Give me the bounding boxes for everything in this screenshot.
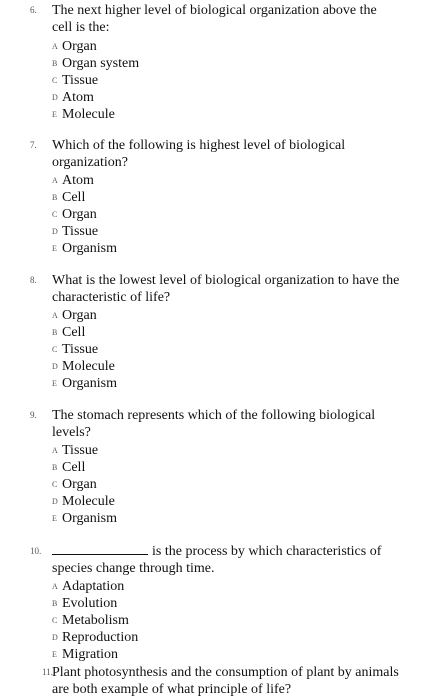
option-letter: A [52, 311, 58, 320]
option-letter: A [52, 446, 58, 455]
option-text: Molecule [62, 494, 115, 509]
option-text: Cell [62, 325, 86, 340]
option-letter: D [52, 227, 58, 236]
question-text: The stomach represents which of the following biological levels? [52, 408, 376, 440]
question-number: 9. [30, 410, 37, 420]
option-text: Atom [62, 173, 94, 188]
option-letter: A [52, 42, 58, 51]
option-letter: C [52, 616, 58, 625]
option-c [52, 72, 400, 89]
option-c [52, 206, 400, 223]
option-text: Tissue [62, 73, 99, 88]
option-d [52, 629, 400, 646]
option-letter: B [52, 599, 58, 608]
question-text-line2: species change through time. [52, 561, 215, 576]
question-text: Plant photosynthesis and the consumption of plant by animals are both example of what principle of life? [52, 665, 399, 697]
option-d [52, 89, 400, 106]
question-text-after-blank: is the process by which characteristics of [152, 544, 382, 559]
option-b [52, 324, 400, 341]
option-text: Organ [62, 39, 97, 54]
option-text: Cell [62, 190, 86, 205]
option-letter: C [52, 480, 58, 489]
question-text: Which of the following is highest level of biological organization? [52, 138, 346, 170]
option-e [52, 646, 400, 663]
question-number: 10. [30, 546, 42, 556]
option-letter: E [52, 650, 57, 659]
option-text: Organ [62, 308, 97, 323]
option-text: Adaptation [62, 579, 125, 594]
option-text: Reproduction [62, 630, 139, 645]
option-letter: B [52, 59, 58, 68]
option-c [52, 612, 400, 629]
option-letter: A [52, 582, 58, 591]
option-a [52, 442, 400, 459]
option-letter: D [52, 497, 58, 506]
option-text: Organ [62, 207, 97, 222]
option-a [52, 578, 400, 595]
option-b [52, 595, 400, 612]
option-letter: E [52, 244, 57, 253]
option-text: Molecule [62, 107, 115, 122]
option-letter: C [52, 76, 58, 85]
option-a [52, 172, 400, 189]
option-text: Organ [62, 477, 97, 492]
option-text: Tissue [62, 443, 99, 458]
option-d [52, 358, 400, 375]
option-letter: D [52, 362, 58, 371]
option-text: Metabolism [62, 613, 129, 628]
question-text-line1 [52, 543, 400, 560]
option-text: Atom [62, 90, 94, 105]
option-a [52, 38, 400, 55]
option-text: Organism [62, 511, 117, 526]
option-d [52, 223, 400, 240]
question-number: 11. [42, 667, 53, 677]
option-text: Molecule [62, 359, 115, 374]
option-b [52, 189, 400, 206]
option-letter: E [52, 110, 57, 119]
option-b [52, 55, 400, 72]
option-letter: E [52, 514, 57, 523]
option-letter: C [52, 345, 58, 354]
option-d [52, 493, 400, 510]
fill-in-blank [52, 554, 148, 555]
option-text: Organism [62, 376, 117, 391]
question-text: The next higher level of biological organization above the cell is the: [52, 3, 377, 35]
option-letter: C [52, 210, 58, 219]
option-letter: A [52, 176, 58, 185]
option-letter: E [52, 379, 57, 388]
option-e [52, 106, 400, 123]
option-letter: B [52, 328, 58, 337]
option-text: Organism [62, 241, 117, 256]
option-text: Evolution [62, 596, 118, 611]
option-c [52, 341, 400, 358]
option-a [52, 307, 400, 324]
option-letter: D [52, 633, 58, 642]
option-text: Tissue [62, 342, 99, 357]
option-letter: B [52, 193, 58, 202]
option-text: Tissue [62, 224, 99, 239]
question-number: 7. [30, 140, 37, 150]
option-e [52, 240, 400, 257]
question-number: 6. [30, 5, 37, 15]
option-b [52, 459, 400, 476]
question-text: What is the lowest level of biological organization to have the characteristic of life? [52, 273, 400, 305]
option-text: Cell [62, 460, 86, 475]
option-letter: B [52, 463, 58, 472]
option-text: Organ system [62, 56, 140, 71]
option-e [52, 510, 400, 527]
question-number: 8. [30, 275, 37, 285]
option-c [52, 476, 400, 493]
option-e [52, 375, 400, 392]
option-text: Migration [62, 647, 118, 662]
option-letter: D [52, 93, 58, 102]
